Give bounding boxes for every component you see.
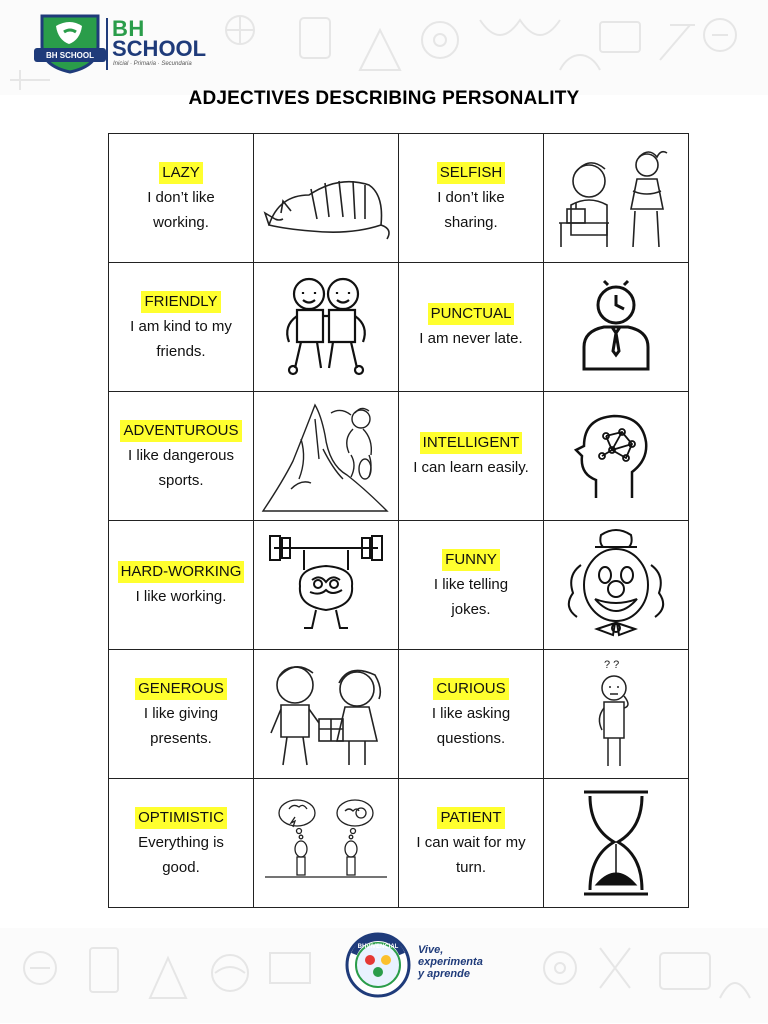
kids-gift-icon [254,657,398,772]
illustration-cell [544,779,689,908]
adjective-text-cell [399,263,544,392]
adjective-word: FRIENDLY [141,291,220,313]
description-line-2: sharing. [444,213,498,231]
illustration-cell [544,392,689,521]
bhvivencial-emblem-icon [340,932,416,998]
svg-text:BHVIVENCIAL: BHVIVENCIAL [357,944,399,950]
description-line-1: I like telling [433,575,509,593]
adjective-description [402,701,540,751]
svg-text:BH SCHOOL: BH SCHOOL [46,51,94,60]
adjective-text-cell [399,392,544,521]
adjective-word: PATIENT [437,807,504,829]
two-friends-icon [254,272,398,382]
table-row [109,392,689,521]
mountain-climber-icon [254,399,398,514]
table-row [109,521,689,650]
adjective-description [402,326,540,351]
logo-text-bh: BH [112,16,145,41]
selfish-boy-icon [544,143,688,253]
weightlifting-brain-icon [254,530,398,640]
adjective-word: SELFISH [437,162,506,184]
adjective-word: PUNCTUAL [428,303,515,325]
adjective-description [402,572,540,622]
adjective-text-cell [109,392,254,521]
hourglass-icon [544,786,688,901]
table-row [109,134,689,263]
description-line-1: I like asking [431,704,511,722]
clown-icon [544,525,688,645]
description-line-1: I like giving [143,704,219,722]
adjective-word: CURIOUS [433,678,508,700]
illustration-cell [544,521,689,650]
adjective-text-cell [399,134,544,263]
adjective-text-cell [399,779,544,908]
clock-person-icon [544,277,688,377]
adjective-description [112,185,250,235]
illustration-cell [254,779,399,908]
illustration-cell [254,134,399,263]
adjective-text-cell [109,521,254,650]
logo-text-school: SCHOOL [112,36,207,61]
description-line-1: I like dangerous [128,446,234,464]
adjective-word: INTELLIGENT [420,432,523,454]
adjective-text-cell [109,779,254,908]
adjective-word: GENEROUS [135,678,227,700]
description-line-1: I can learn easily. [413,459,529,476]
table-row [109,263,689,392]
description-line-1: I don’t like [437,188,505,206]
tagline-line-2: experimenta [418,956,483,968]
logo-subtitle: Inicial · Primaria · Secundaria [113,61,192,67]
adjective-word: HARD-WORKING [118,561,245,583]
adjective-text-cell [399,521,544,650]
adjective-description [402,455,540,480]
adjective-description [112,314,250,364]
brain-head-icon [544,406,688,506]
illustration-cell [544,650,689,779]
table-row [109,779,689,908]
thinking-person-icon [544,658,688,770]
sleeping-cat-icon [254,153,398,243]
adjective-text-cell [109,263,254,392]
description-line-2: good. [162,858,200,876]
description-line-1: I don’t like [147,188,215,206]
description-line-2: working. [153,213,209,231]
adjective-description [112,443,250,493]
illustration-cell [544,134,689,263]
page-title: ADJECTIVES DESCRIBING PERSONALITY [188,88,580,109]
adjective-word: FUNNY [442,549,500,571]
description-line-2: turn. [455,858,486,876]
adjective-word: ADVENTUROUS [120,420,241,442]
description-line-2: friends. [156,342,206,360]
tagline-line-3: y aprende [418,968,470,980]
adjective-text-cell [109,650,254,779]
description-line-2: jokes. [451,600,491,618]
adjective-description [112,830,250,880]
adjective-word: LAZY [159,162,203,184]
description-line-1: I am never late. [419,330,523,347]
illustration-cell [254,521,399,650]
description-line-1: Everything is [138,833,224,851]
adjective-description [402,185,540,235]
tagline-line-1: Vive, [418,944,444,956]
adjective-text-cell [109,134,254,263]
description-line-1: I can wait for my [416,833,526,851]
adjective-text-cell [399,650,544,779]
adjective-description [112,584,250,609]
adjective-description [112,701,250,751]
description-line-1: I am kind to my [130,317,232,335]
table-row [109,650,689,779]
description-line-1: I like working. [135,588,227,605]
adjective-description [402,830,540,880]
illustration-cell [254,263,399,392]
bh-school-logo [34,12,207,74]
svg-text:? ?: ? ? [604,659,620,671]
illustration-cell [254,650,399,779]
illustration-cell [544,263,689,392]
bh-school-shield-icon [34,12,106,74]
illustration-cell [254,392,399,521]
adjective-word: OPTIMISTIC [135,807,227,829]
description-line-2: questions. [436,729,506,747]
adjectives-table [108,133,689,908]
description-line-2: sports. [158,471,204,489]
logo-divider [106,18,108,70]
footer-tagline [418,944,483,980]
description-line-2: presents. [150,729,212,747]
thought-bubbles-icon [254,791,398,896]
